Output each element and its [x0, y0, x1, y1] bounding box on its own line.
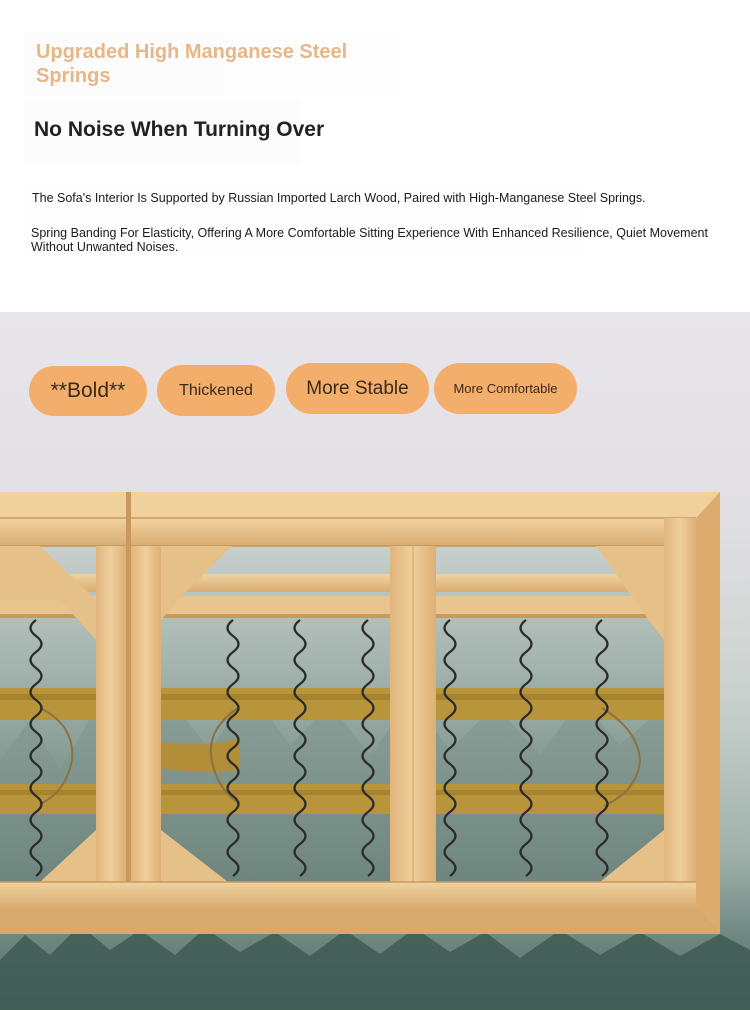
feature-badge-bold: **Bold**	[29, 366, 147, 416]
wood-frame-graphic	[0, 312, 750, 1010]
feature-badge-more-comfortable: More Comfortable	[434, 363, 577, 414]
description-line-2: Spring Banding For Elasticity, Offering A More Comfortable Sitting Experience With Enhanced Resilience, Quiet Movement Without Unwanted Noises.	[31, 226, 708, 254]
feature-badge-more-stable: More Stable	[286, 363, 429, 414]
foreground-trees	[0, 925, 750, 1010]
description-line-1: The Sofa's Interior Is Supported by Russian Imported Larch Wood, Paired with High-Manganese Steel Springs.	[32, 191, 646, 205]
intro-section	[0, 0, 750, 312]
section-subtitle: No Noise When Turning Over	[34, 118, 325, 141]
sofa-frame-illustration	[0, 312, 750, 1010]
section-title: Upgraded High Manganese Steel Springs	[36, 41, 348, 87]
feature-badge-thickened: Thickened	[157, 365, 275, 416]
